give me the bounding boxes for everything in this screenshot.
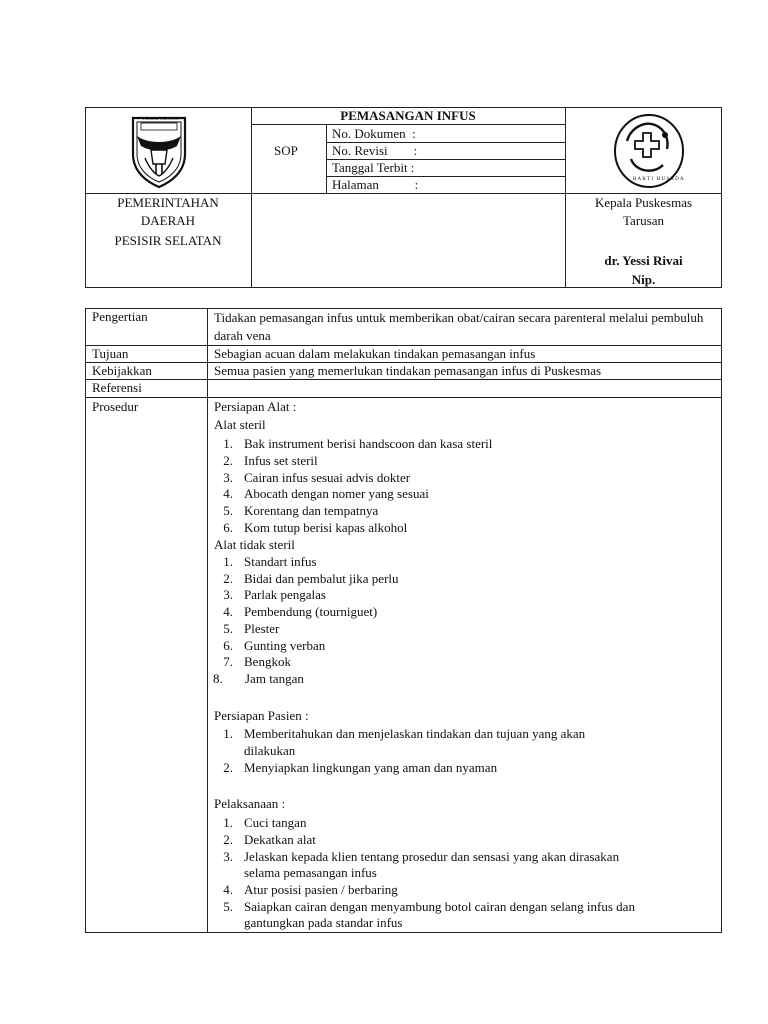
list-item: Memberitahukan dan menjelaskan tindakan dan tujuan yang akan [244, 726, 586, 741]
field-no-dokumen: No. Dokumen : [332, 126, 416, 141]
list-number: 2. [223, 571, 233, 586]
list-number: 4. [223, 882, 233, 897]
org-line-1: PEMERINTAHAN [117, 195, 219, 210]
right-logo-caption: BAKTI HUSADA [633, 177, 685, 182]
sop-header-table [85, 107, 722, 288]
value-kebijakkan: Semua pasien yang memerlukan tindakan pemasangan infus di Puskesmas [214, 363, 602, 378]
list-item: Jam tangan [245, 671, 304, 686]
signer-name: dr. Yessi Rivai [604, 253, 683, 268]
list-number: 5. [223, 899, 233, 914]
document-title: PEMASANGAN INFUS [340, 108, 476, 123]
list-item: Standart infus [244, 554, 317, 569]
label-pengertian: Pengertian [92, 309, 148, 324]
list-item: Bengkok [244, 654, 291, 669]
alat-tidak-steril-heading: Alat tidak steril [214, 537, 295, 552]
nip-label: Nip. [631, 272, 656, 287]
field-halaman: Halaman : [332, 177, 419, 192]
list-item: Bidai dan pembalut jika perlu [244, 571, 399, 586]
field-tanggal-terbit: Tanggal Terbit : [332, 160, 415, 175]
list-number: 6. [223, 520, 233, 535]
list-item: Pembendung (tourniguet) [244, 604, 378, 619]
pesisir-selatan-emblem [127, 114, 191, 190]
list-item: Dekatkan alat [244, 832, 316, 847]
list-item: Korentang dan tempatnya [244, 503, 379, 518]
list-item-continuation: gantungkan pada standar infus [244, 915, 403, 930]
list-number: 2. [223, 453, 233, 468]
list-number: 6. [223, 638, 233, 653]
org-line-3: PESISIR SELATAN [114, 233, 222, 248]
list-number: 4. [223, 486, 233, 501]
list-number: 1. [223, 436, 233, 451]
list-item-continuation: dilakukan [244, 743, 296, 758]
list-number: 3. [223, 587, 233, 602]
persiapan-alat-heading: Persiapan Alat : [214, 399, 297, 414]
list-number: 5. [223, 503, 233, 518]
list-item: Bak instrument berisi handscoon dan kasa steril [244, 436, 493, 451]
value-pengertian: Tidakan pemasangan infus untuk memberikan obat/cairan secara parenteral melalui pembuluh darah vena [214, 310, 704, 343]
pelaksanaan-heading: Pelaksanaan : [214, 796, 286, 811]
list-number: 4. [223, 604, 233, 619]
list-item: Kom tutup berisi kapas alkohol [244, 520, 408, 535]
list-item: Atur posisi pasien / berbaring [244, 882, 398, 897]
list-number: 8. [213, 671, 223, 686]
field-no-revisi: No. Revisi : [332, 143, 418, 158]
list-number: 7. [223, 654, 233, 669]
value-tujuan: Sebagian acuan dalam melakukan tindakan pemasangan infus [214, 346, 536, 361]
list-item: Abocath dengan nomer yang sesuai [244, 486, 429, 501]
sop-label: SOP [274, 143, 298, 158]
list-number: 3. [223, 849, 233, 864]
list-item-continuation: selama pemasangan infus [244, 865, 377, 880]
puskesmas-name: Tarusan [623, 213, 664, 228]
left-logo-caption: PESISIR SELATAN [143, 116, 179, 121]
list-number: 2. [223, 760, 233, 775]
list-item: Cairan infus sesuai advis dokter [244, 470, 411, 485]
list-number: 1. [223, 726, 233, 741]
list-item: Parlak pengalas [244, 587, 326, 602]
list-number: 1. [223, 815, 233, 830]
list-number: 2. [223, 832, 233, 847]
label-kebijakkan: Kebijakkan [92, 363, 152, 378]
list-number: 3. [223, 470, 233, 485]
list-number: 1. [223, 554, 233, 569]
list-number: 5. [223, 621, 233, 636]
list-item: Plester [244, 621, 280, 636]
list-item: Saiapkan cairan dengan menyambung botol cairan dengan selang infus dan [244, 899, 635, 914]
org-line-2: DAERAH [140, 213, 196, 228]
kepala-puskesmas-label: Kepala Puskesmas [594, 195, 693, 210]
label-tujuan: Tujuan [92, 346, 129, 361]
label-referensi: Referensi [92, 380, 142, 395]
label-prosedur: Prosedur [92, 399, 139, 414]
list-item: Infus set steril [244, 453, 318, 468]
list-item: Jelaskan kepada klien tentang prosedur dan sensasi yang akan dirasakan [244, 849, 620, 864]
list-item: Cuci tangan [244, 815, 307, 830]
persiapan-pasien-heading: Persiapan Pasien : [214, 708, 309, 723]
alat-steril-heading: Alat steril [214, 417, 266, 432]
list-item: Gunting verban [244, 638, 326, 653]
sop-content-table [85, 308, 722, 933]
list-item: Menyiapkan lingkungan yang aman dan nyaman [244, 760, 498, 775]
